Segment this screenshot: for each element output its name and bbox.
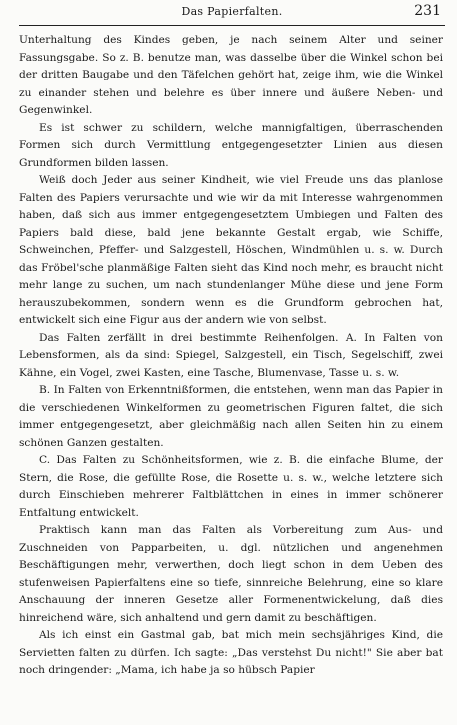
header-rule bbox=[19, 25, 445, 26]
paragraph: Weiß doch Jeder aus seiner Kindheit, wie viel Freude uns das planlose Falten des Papiers verursachte und wie wir da mit Interesse wahrgenommen haben, daß sich aus immer entgegengesetztem Umbiegen und Falten des Papiers bald diese, bald jene bekannte Gestalt ergab, wie Schiffe, Schweinchen, Pfeffer- und Salzgestell, Höschen, Windmühlen u. s. w. Durch das Fröbel'sche planmäßige Falten sieht das Kind noch mehr, es braucht nicht mehr lange zu suchen, um nach stundenlanger Mühe diese und jene Form herauszubekommen, sondern wenn es die Grundform gebrochen hat, entwickelt sich eine Figur aus der andern wie von selbst. bbox=[19, 174, 443, 326]
paragraph: C. Das Falten zu Schönheitsformen, wie z. B. die einfache Blume, der Stern, die Rose, die gefüllte Rose, die Rosette u. s. w., welche letztere sich durch Einschieben mehrerer Faltblättchen in eines in immer schönerer Entfaltung entwickelt. bbox=[19, 454, 443, 519]
paragraph: Es ist schwer zu schildern, welche mannigfaltigen, überraschenden Formen sich durch Vermittlung entgegengesetzter Linien aus diesen Grundformen bilden lassen. bbox=[19, 121, 443, 169]
running-head bbox=[19, 3, 445, 25]
paragraph: Als ich einst ein Gastmal gab, bat mich mein sechsjähriges Kind, die Servietten falten zu dürfen. Ich sagte: „Das verstehst Du nicht!" Sie aber bat noch dringender: „Mama, ich habe ja so hübsch Papier bbox=[19, 629, 443, 676]
paragraph: Unterhaltung des Kindes geben, je nach seinem Alter und seiner Fassungsgabe. So z. B. benutze man, was dasselbe über die Winkel schon bei der dritten Baugabe und den Täfelchen gehört hat, zeige ihm, wie die Winkel zu einander stehen und belehre es über innere und äußere Neben- und Gegenwinkel. bbox=[19, 34, 443, 116]
page-number: 231 bbox=[414, 3, 441, 19]
paragraph: B. In Falten von Erkenntnißformen, die entstehen, wenn man das Papier in die verschiedenen Winkelformen zu geometrischen Figuren faltet, die sich immer entgegengesetzt, aber gleichmäßig nach allen Seiten hin zu einem schönen Ganzen gestalten. bbox=[19, 384, 443, 449]
body-text bbox=[19, 32, 443, 680]
paragraph: Das Falten zerfällt in drei bestimmte Reihenfolgen. A. In Falten von Lebensformen, als da sind: Spiegel, Salzgestell, ein Tisch, Segelschiff, zwei Kähne, ein Vogel, zwei Kasten, eine Tasche, Blumenvase, Tasse u. s. w. bbox=[19, 331, 443, 379]
paragraph: Praktisch kann man das Falten als Vorbereitung zum Aus- und Zuschneiden von Papparbeiten, u. dgl. nützlichen und angenehmen Beschäftigungen mehr, verwerthen, doch liegt schon in dem Ueben des stufenweisen Papierfaltens eine so tiefe, sinnreiche Belehrung, eine so klare Anschauung der inneren Gesetze aller Formenentwickelung, daß dies hinreichend wäre, sich anhaltend und gern damit zu beschäftigen. bbox=[19, 524, 443, 624]
running-title: Das Papierfalten. bbox=[181, 5, 283, 18]
